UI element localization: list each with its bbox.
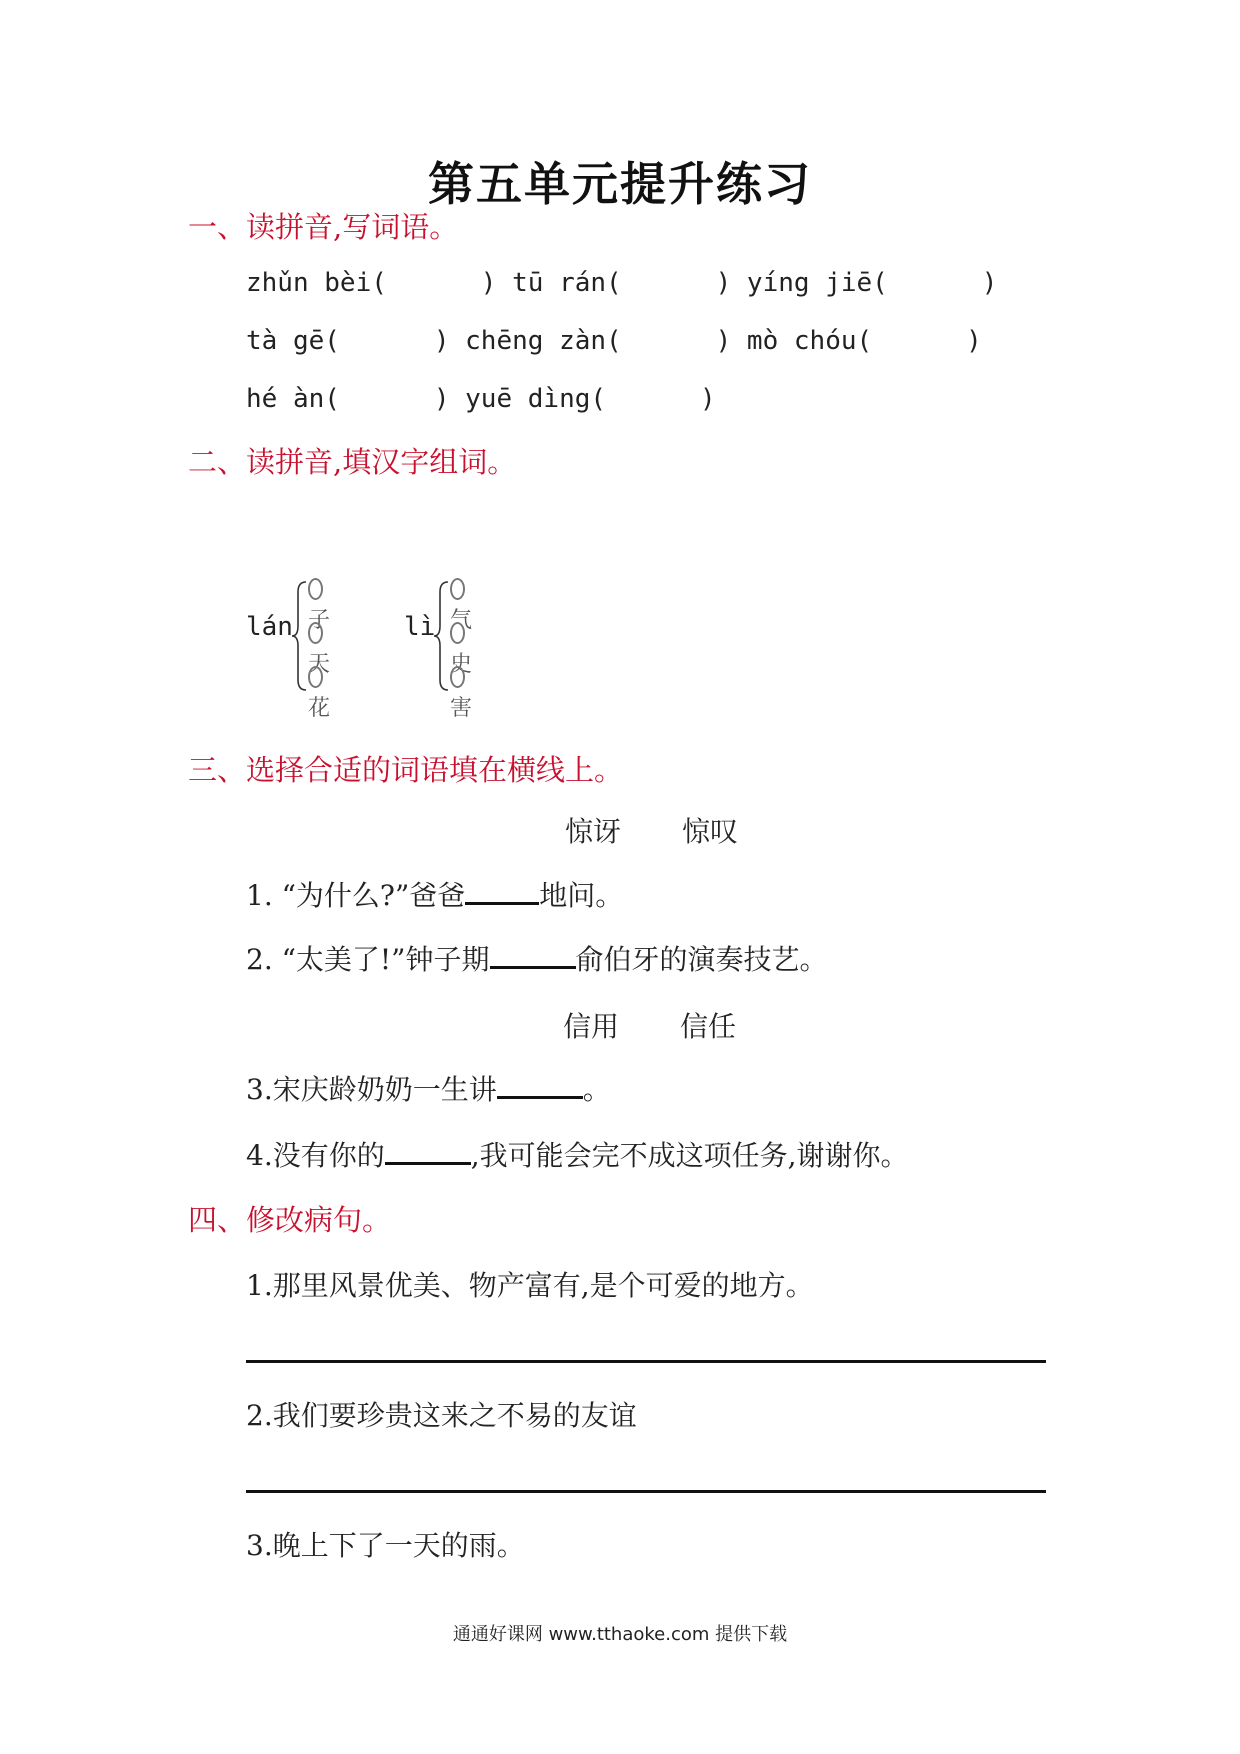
fill-blank[interactable] [465,874,539,905]
brace-label: lán [246,612,293,642]
blank-circle-icon [450,666,465,688]
pinyin-row-1 [246,268,997,298]
curly-brace-icon [290,580,308,692]
revise-sentence-2: 2.我们要珍贵这来之不易的友谊 [246,1399,637,1432]
curly-brace-icon [432,580,450,692]
word-choice: 信任 [680,1010,737,1043]
blank-circle-icon [450,622,465,644]
pinyin-item: hé àn( ) [246,384,450,414]
page-title: 第五单元提升练习 [428,157,812,211]
brace-item: 子 [308,578,330,634]
pinyin-item: mò chóu( ) [746,326,982,356]
brace-label: lì [404,612,436,642]
fill-blank[interactable] [497,1068,583,1099]
blank-circle-icon [308,666,323,688]
section-4-heading: 四、修改病句。 [188,1203,392,1237]
answer-line[interactable] [246,1490,1046,1493]
brace-item: 天 [308,622,330,678]
answer-line[interactable] [246,1360,1046,1363]
pinyin-item: tà gē( ) [246,326,450,356]
revise-sentence-1: 1.那里风景优美、物产富有,是个可爱的地方。 [246,1269,814,1302]
question-2: 2. “太美了!”钟子期 俞伯牙的演奏技艺。 [246,938,828,978]
word-choice: 惊讶 [565,815,622,848]
blank-circle-icon [308,578,323,600]
brace-item: 气 [450,578,472,634]
pinyin-item: yuē dìng( ) [465,384,716,414]
blank-circle-icon [450,578,465,600]
pinyin-item: yíng jiē( ) [746,268,998,298]
brace-item: 史 [450,622,472,678]
blank-circle-icon [308,622,323,644]
word-choice: 信用 [563,1010,620,1043]
question-1: 1. “为什么?”爸爸 地问。 [246,874,623,914]
fill-blank[interactable] [385,1134,471,1165]
pinyin-row-3 [246,384,716,414]
section-1-heading: 一、读拼音,写词语。 [188,210,459,244]
question-4: 4.没有你的 ,我可能会完不成这项任务,谢谢你。 [246,1134,909,1174]
pinyin-item: tū rán( ) [512,268,732,298]
pinyin-row-2 [246,326,982,356]
brace-item: 害 [450,666,472,722]
section-2-heading: 二、读拼音,填汉字组词。 [188,445,517,479]
fill-blank[interactable] [490,938,576,969]
pinyin-item: zhǔn bèi( ) [246,268,497,298]
revise-sentence-3: 3.晚上下了一天的雨。 [246,1529,525,1562]
question-3: 3.宋庆龄奶奶一生讲 。 [246,1068,611,1108]
footer-text: 通通好课网 www.tthaoke.com 提供下载 [452,1624,788,1645]
brace-item: 花 [308,666,330,722]
pinyin-item: chēng zàn( ) [465,326,732,356]
word-choice: 惊叹 [682,815,739,848]
section-3-heading: 三、选择合适的词语填在横线上。 [188,753,624,787]
